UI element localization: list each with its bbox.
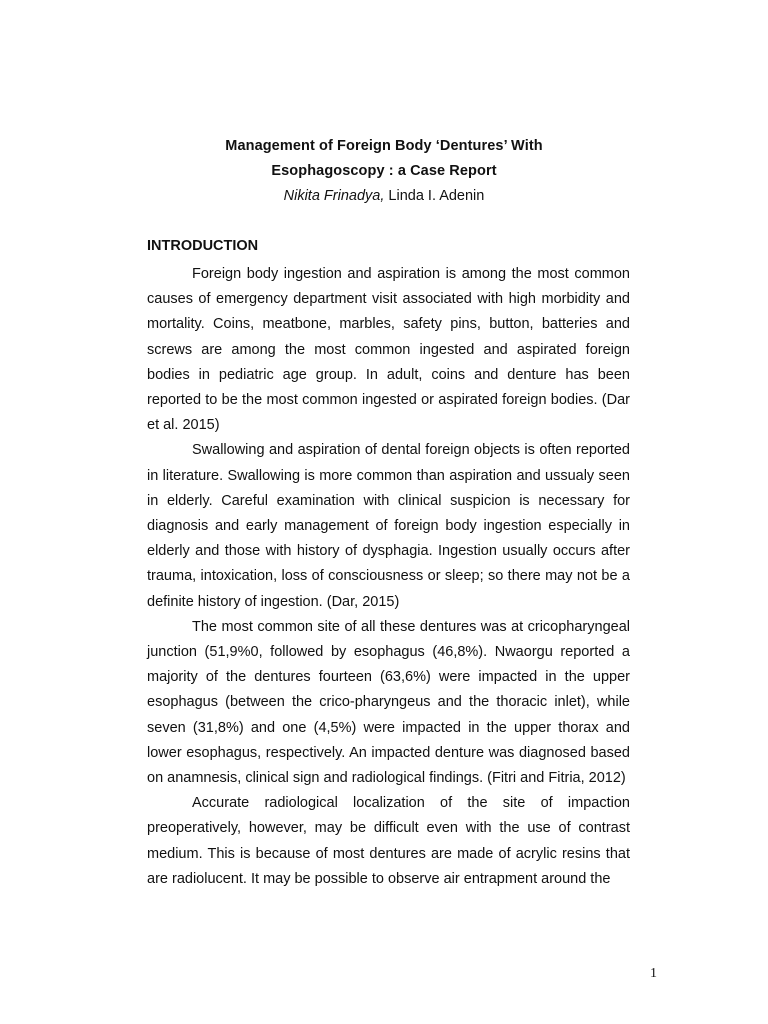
paragraph-1: Foreign body ingestion and aspiration is among the most common causes of emergency department visit associated with high morbidity and mortality. Coins, meatbone, marbles, safety pins, button, batteries and screws are among the most common ingested and aspirated foreign bodies in pediatric age group. In adult, coins and denture has been reported to be the most common ingested or aspirated foreign bodies. (Dar et al. 2015) <box>147 266 630 434</box>
section-heading: INTRODUCTION <box>147 238 259 254</box>
paragraph-2: Swallowing and aspiration of dental foreign objects is often reported in literature. Swallowing is more common than aspiration and ussualy seen in elderly. Careful examination with clinical suspicion is necessary for diagnosis and early management of foreign body ingestion especially in elderly and those with history of dysphagia. Ingestion usually occurs after trauma, intoxication, loss of consciousness or sleep; so there may not be a definite history of ingestion. (Dar, 2015) <box>147 442 630 610</box>
page-number: 1 <box>650 966 657 981</box>
author-line <box>0 188 768 204</box>
author-rest: Linda I. Adenin <box>384 188 485 204</box>
paragraph-4: Accurate radiological localization of the site of impaction preoperatively, however, may be difficult even with the use of contrast medium. This is because of most dentures are made of acrylic resins that are radiolucent. It may be possible to observe air entrapment around the <box>147 795 630 887</box>
title-line-2: Esophagoscopy : a Case Report <box>271 163 497 179</box>
paragraph-3: The most common site of all these dentures was at cricopharyngeal junction (51,9%0, followed by esophagus (46,8%). Nwaorgu reported a majority of the dentures fourteen (63,6%) were impacted in the upper esophagus (between the crico-pharyngeus and the thoracic inlet), while seven (31,8%) and one (4,5%) were impacted in the upper thorax and lower esophagus, respectively. An impacted denture was diagnosed based on anamnesis, clinical sign and radiological findings. (Fitri and Fitria, 2012) <box>147 618 630 787</box>
author-first: Nikita Frinadya, <box>283 188 385 204</box>
body-text <box>147 262 630 892</box>
title-line-1: Management of Foreign Body ‘Dentures’ With <box>225 138 543 154</box>
